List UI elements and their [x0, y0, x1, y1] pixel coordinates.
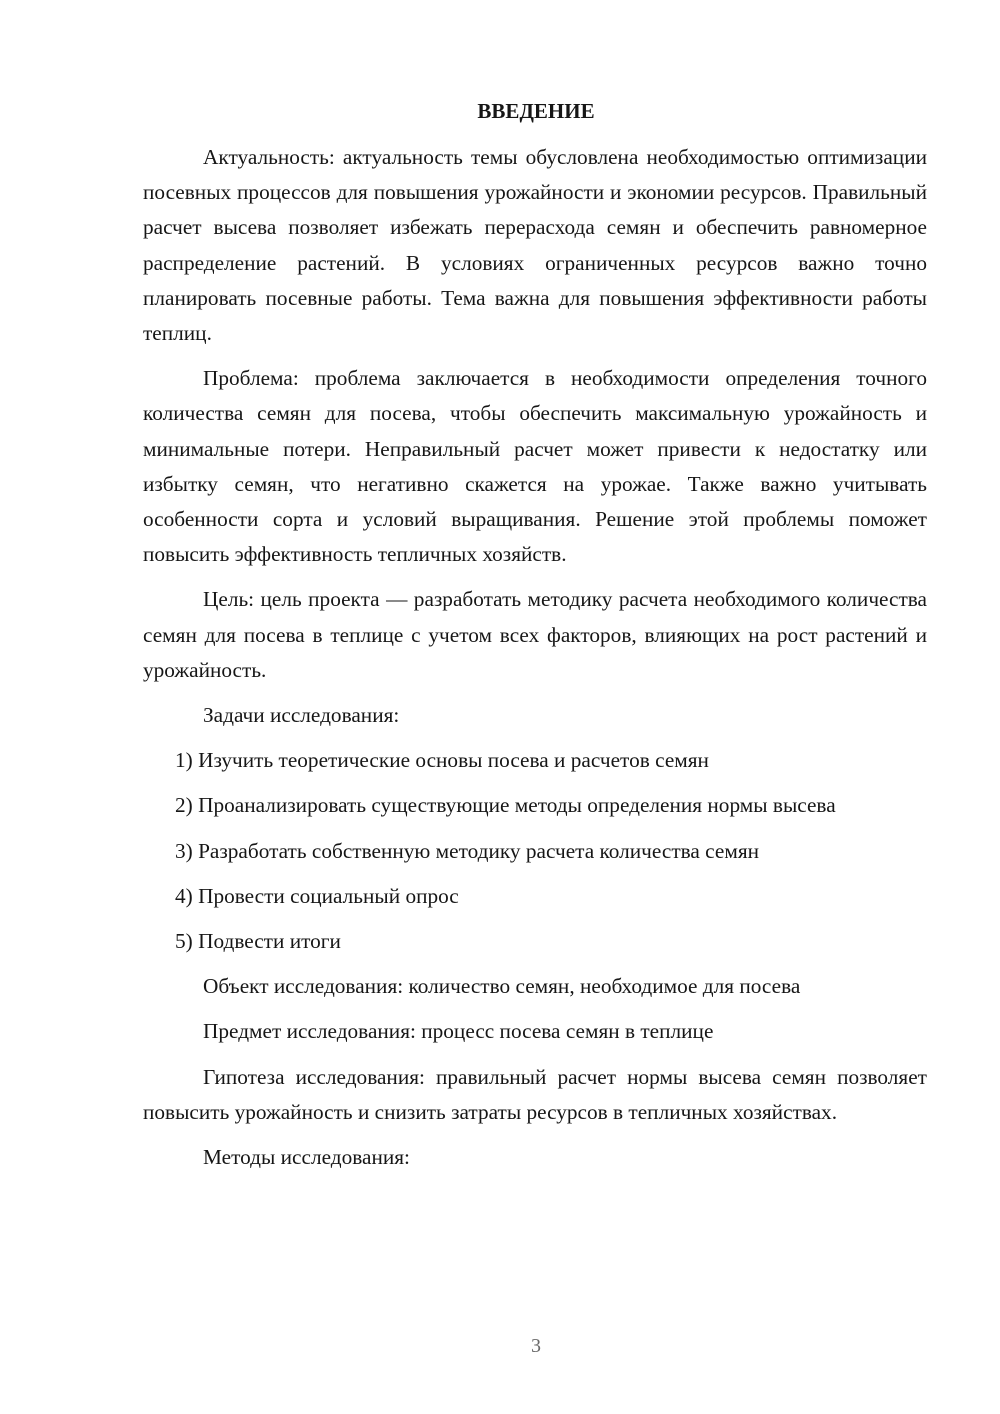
paragraph-problem: Проблема: проблема заключается в необходимости определения точного количества семян для посева, чтобы обеспечить максимальную урожайность и минимальные потери. Неправильный расчет может привести к недостатку или избытку семян, что негативно скажется на урожае. Также важно учитывать особенности сорта и условий выращивания. Решение этой проблемы поможет повысить эффективность тепличных хозяйств.: [143, 366, 927, 567]
paragraph-subject: Предмет исследования: процесс посева семян в теплице: [203, 1019, 714, 1044]
task-item-1: 1) Изучить теоретические основы посева и расчетов семян: [175, 748, 709, 773]
task-item-3: 3) Разработать собственную методику расчета количества семян: [175, 838, 760, 863]
paragraph-goal: Цель: цель проекта — разработать методику расчета необходимого количества семян для посева в теплице с учетом всех факторов, влияющих на рост растений и урожайность.: [143, 587, 927, 682]
paragraph-hypothesis: Гипотеза исследования: правильный расчет нормы высева семян позволяет повысить урожайность и снизить затраты ресурсов в тепличных хозяйствах.: [143, 1064, 927, 1124]
paragraph-object: Объект исследования: количество семян, необходимое для посева: [203, 974, 801, 999]
paragraph-methods-heading: Методы исследования:: [203, 1145, 410, 1170]
paragraph-relevance: Актуальность: актуальность темы обусловлена необходимостью оптимизации посевных процессов для повышения урожайности и экономии ресурсов. Правильный расчет высева позволяет избежать перерасхода семян и обеспечить равномерное распределение растений. В условиях ограниченных ресурсов важно точно планировать посевные работы. Тема важна для повышения эффективности работы теплиц.: [143, 145, 927, 346]
page-content: [143, 94, 927, 1175]
task-item-4: 4) Провести социальный опрос: [175, 883, 459, 908]
task-item-5: 5) Подвести итоги: [175, 929, 341, 954]
task-item-2: 2) Проанализировать существующие методы определения нормы высева: [175, 793, 836, 818]
page-number: 3: [531, 1335, 541, 1357]
section-title: ВВЕДЕНИЕ: [477, 99, 595, 123]
paragraph-tasks-heading: Задачи исследования:: [203, 703, 400, 728]
